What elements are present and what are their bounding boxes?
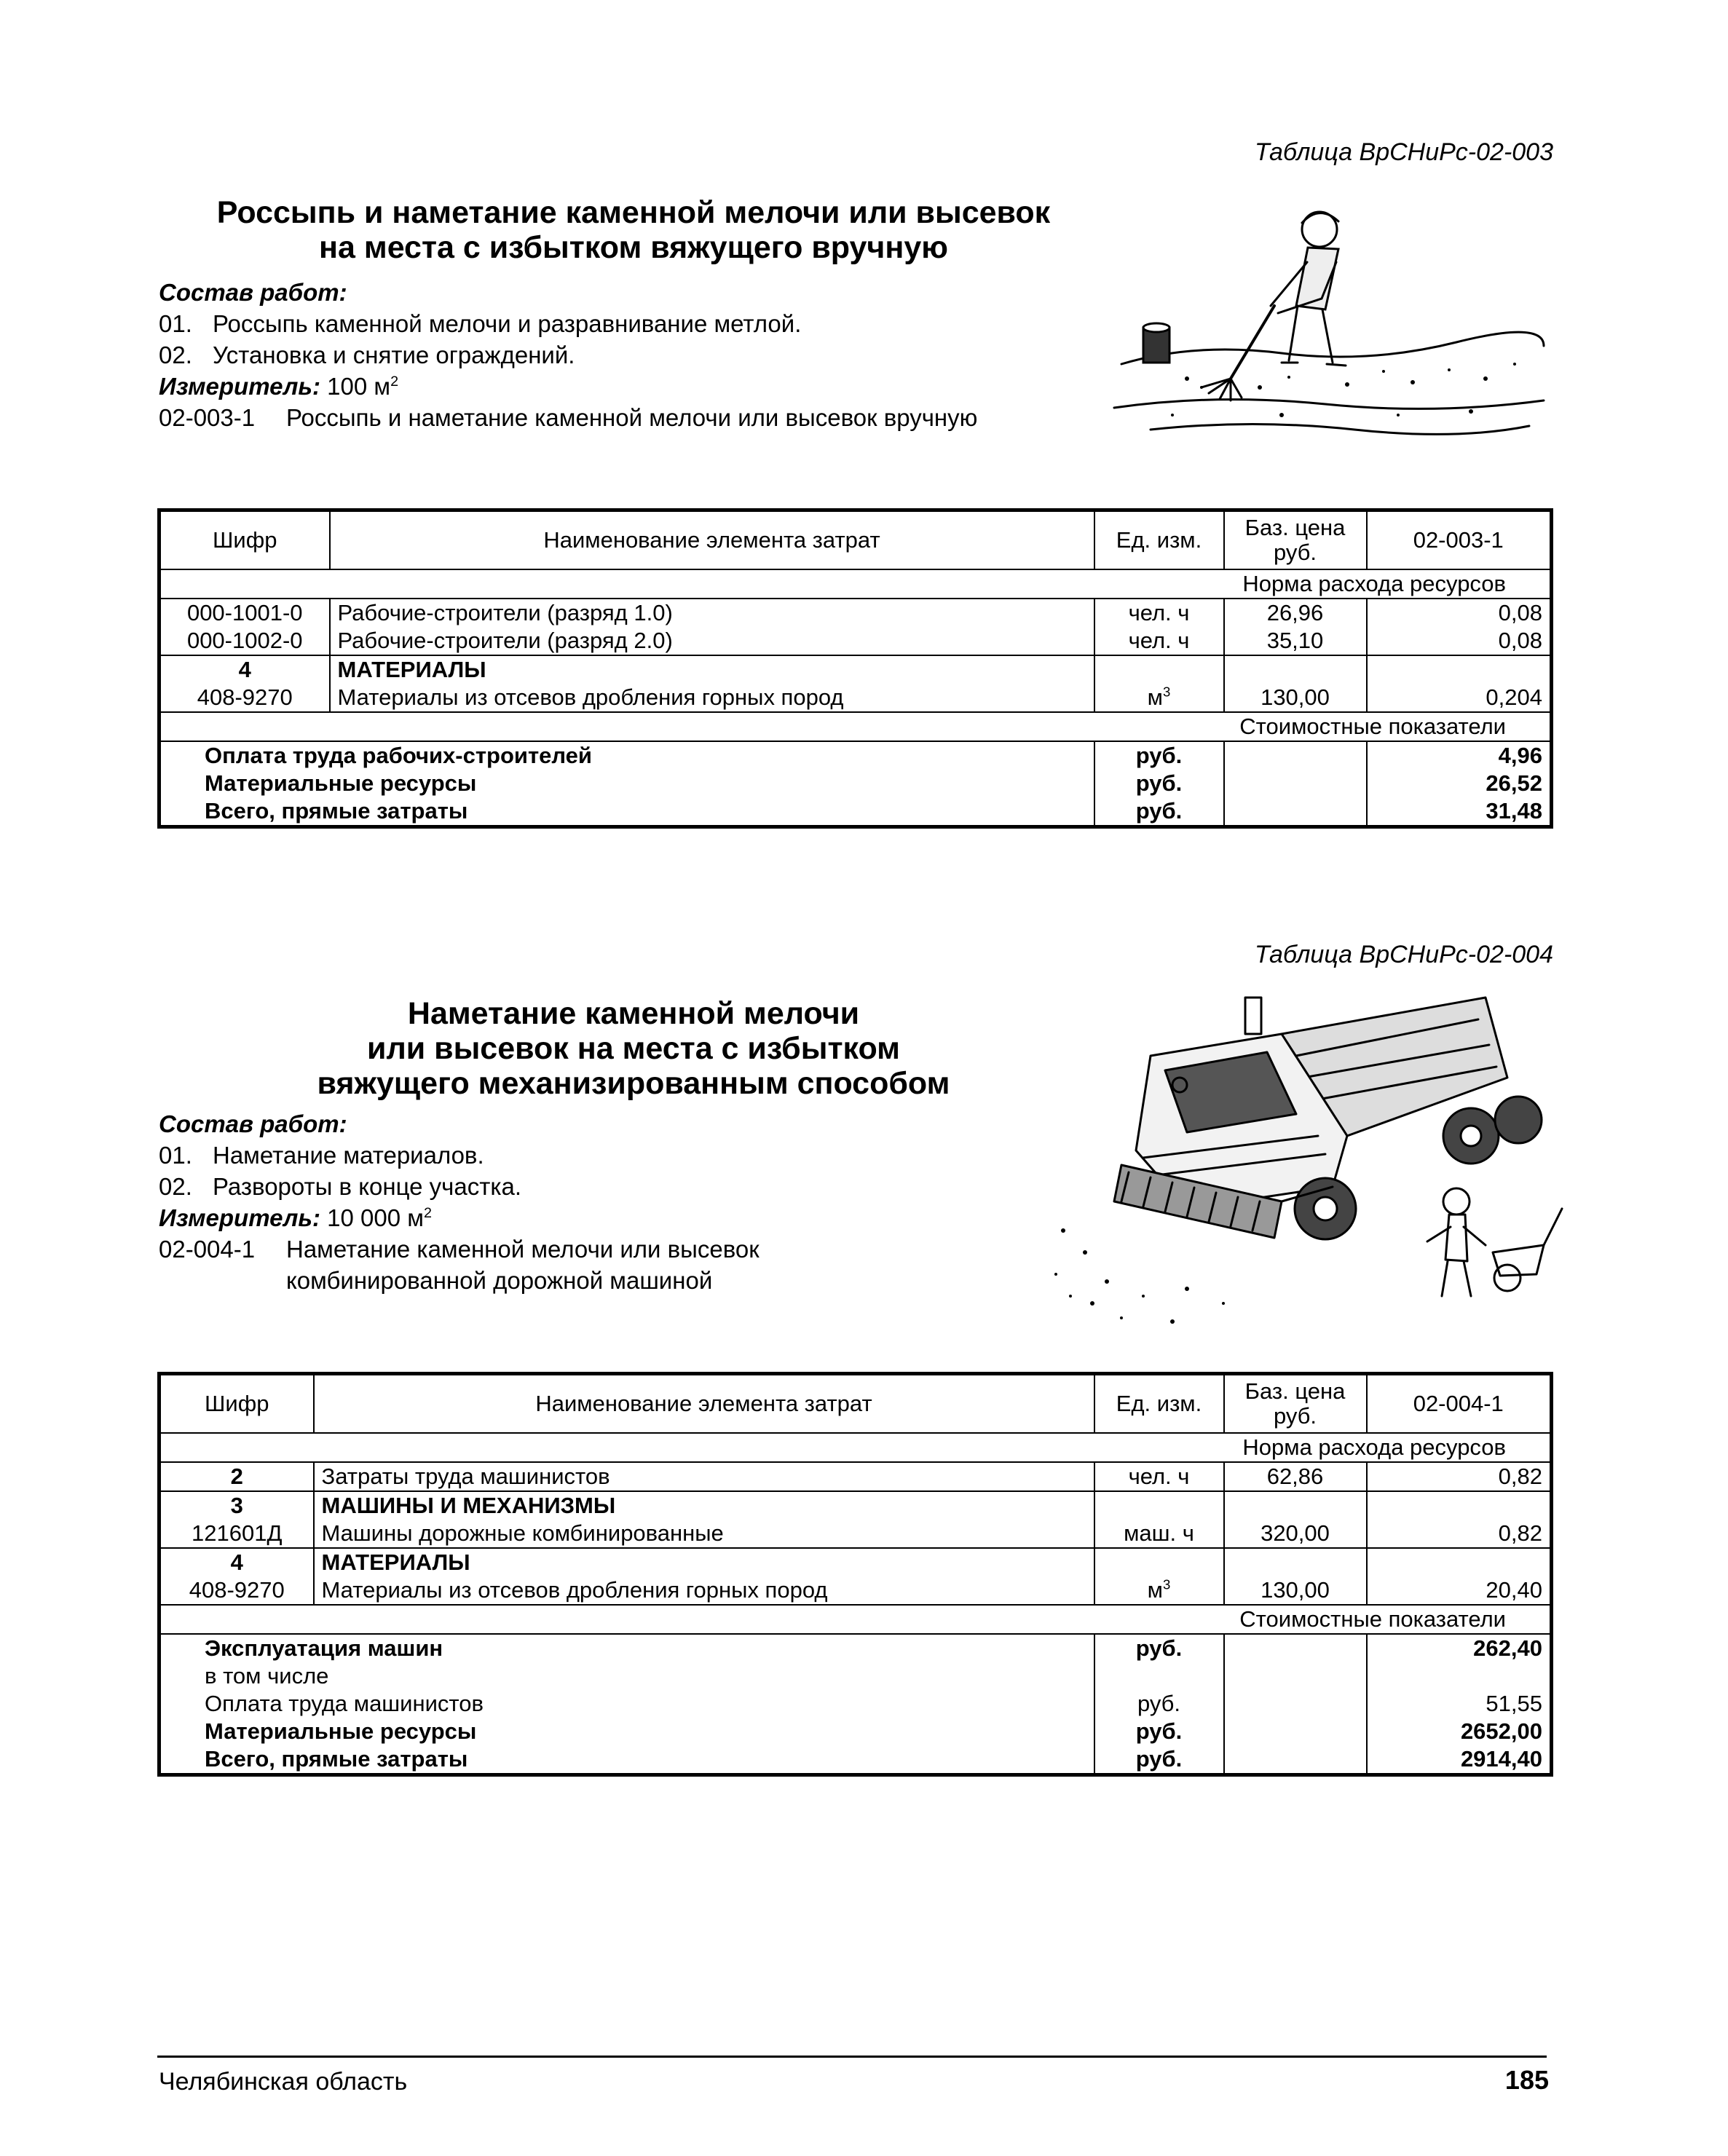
meter-line: Измеритель: 100 $м^2$ xyxy=(159,373,399,400)
section-description xyxy=(159,277,977,433)
total-row: в том числе xyxy=(159,1662,1552,1690)
cost-subheader: Стоимостные показатели xyxy=(159,1605,1552,1634)
header-code: Шифр xyxy=(159,510,330,570)
code-line: 02-004-1 Наметание каменной мелочи или высевок xyxy=(159,1236,760,1263)
group-header-row: 4 МАТЕРИАЛЫ xyxy=(159,655,1552,684)
total-row: Эксплуатация машин руб. 262,40 xyxy=(159,1634,1552,1662)
header-unit: Ед. изм. xyxy=(1094,510,1224,570)
table-header-row xyxy=(159,510,1552,570)
header-name: Наименование элемента затрат xyxy=(330,510,1094,570)
footer-divider xyxy=(157,2056,1547,2058)
composition-label: Состав работ: xyxy=(159,1110,347,1137)
composition-label: Состав работ: xyxy=(159,279,347,306)
section-title: Россыпь и наметание каменной мелочи или высевок на места с избытком вяжущего вручную xyxy=(216,195,1051,265)
section-title: Наметание каменной мелочи или высевок на места с избытком вяжущего механизированным способом xyxy=(317,996,950,1101)
header-code: Шифр xyxy=(159,1374,314,1434)
table-row: 408-9270 Материалы из отсевов дробления горных пород $м^3$ 130,00 20,40 xyxy=(159,1576,1552,1605)
road-sweeper-truck-illustration xyxy=(1041,990,1566,1332)
total-row: Всего, прямые затраты руб. 31,48 xyxy=(159,797,1552,827)
norm-subheader: Норма расхода ресурсов xyxy=(159,1433,1552,1462)
total-row: Всего, прямые затраты руб. 2914,40 xyxy=(159,1745,1552,1775)
total-row: Оплата труда рабочих-строителей руб. 4,96 xyxy=(159,741,1552,770)
cost-table xyxy=(157,508,1553,829)
footer-region: Челябинская область xyxy=(159,2068,408,2096)
composition-item: 01. Россыпь каменной мелочи и разравнивание метлой. xyxy=(159,310,802,337)
table-header-row xyxy=(159,1374,1552,1434)
header-name: Наименование элемента затрат xyxy=(314,1374,1094,1434)
total-row: Материальные ресурсы руб. 26,52 xyxy=(159,770,1552,797)
meter-line: Измеритель: 10 000 $м^2$ xyxy=(159,1204,432,1231)
section-description xyxy=(159,1108,760,1296)
cost-subheader: Стоимостные показатели xyxy=(159,712,1552,741)
worker-sweeping-illustration xyxy=(1107,197,1558,451)
total-row: Материальные ресурсы руб. 2652,00 xyxy=(159,1718,1552,1745)
header-column-code: 02-003-1 xyxy=(1367,510,1552,570)
header-column-code: 02-004-1 xyxy=(1367,1374,1552,1434)
composition-item: 02. Развороты в конце участка. xyxy=(159,1173,522,1200)
composition-item: 02. Установка и снятие ограждений. xyxy=(159,341,575,368)
table-row: 000-1002-0 Рабочие-строители (разряд 2.0) чел. ч 35,10 0,08 xyxy=(159,627,1552,655)
norm-subheader: Норма расхода ресурсов xyxy=(159,569,1552,599)
group-header-row: 4 МАТЕРИАЛЫ xyxy=(159,1548,1552,1576)
header-unit: Ед. изм. xyxy=(1094,1374,1224,1434)
cost-table xyxy=(157,1372,1553,1777)
composition-item: 01. Наметание материалов. xyxy=(159,1142,484,1169)
page-number: 185 xyxy=(1504,2065,1549,2095)
table-row: 000-1001-0 Рабочие-строители (разряд 1.0) чел. ч 26,96 0,08 xyxy=(159,599,1552,627)
table-label: Таблица ВрСНиРс-02-004 xyxy=(1254,941,1553,968)
table-row: 2 Затраты труда машинистов чел. ч 62,86 0,82 xyxy=(159,1462,1552,1491)
header-price: Баз. цена руб. xyxy=(1224,1374,1367,1434)
code-line: комбинированной дорожной машиной xyxy=(286,1267,713,1294)
code-line: 02-003-1 Россыпь и наметание каменной мелочи или высевок вручную xyxy=(159,404,978,431)
table-row: 121601Д Машины дорожные комбинированные маш. ч 320,00 0,82 xyxy=(159,1520,1552,1548)
total-row: Оплата труда машинистов руб. 51,55 xyxy=(159,1690,1552,1718)
table-label: Таблица ВрСНиРс-02-003 xyxy=(1254,138,1553,166)
table-row: 408-9270 Материалы из отсевов дробления горных пород $м^3$ 130,00 0,204 xyxy=(159,684,1552,712)
header-price: Баз. цена руб. xyxy=(1224,510,1367,570)
group-header-row: 3 МАШИНЫ И МЕХАНИЗМЫ xyxy=(159,1491,1552,1520)
